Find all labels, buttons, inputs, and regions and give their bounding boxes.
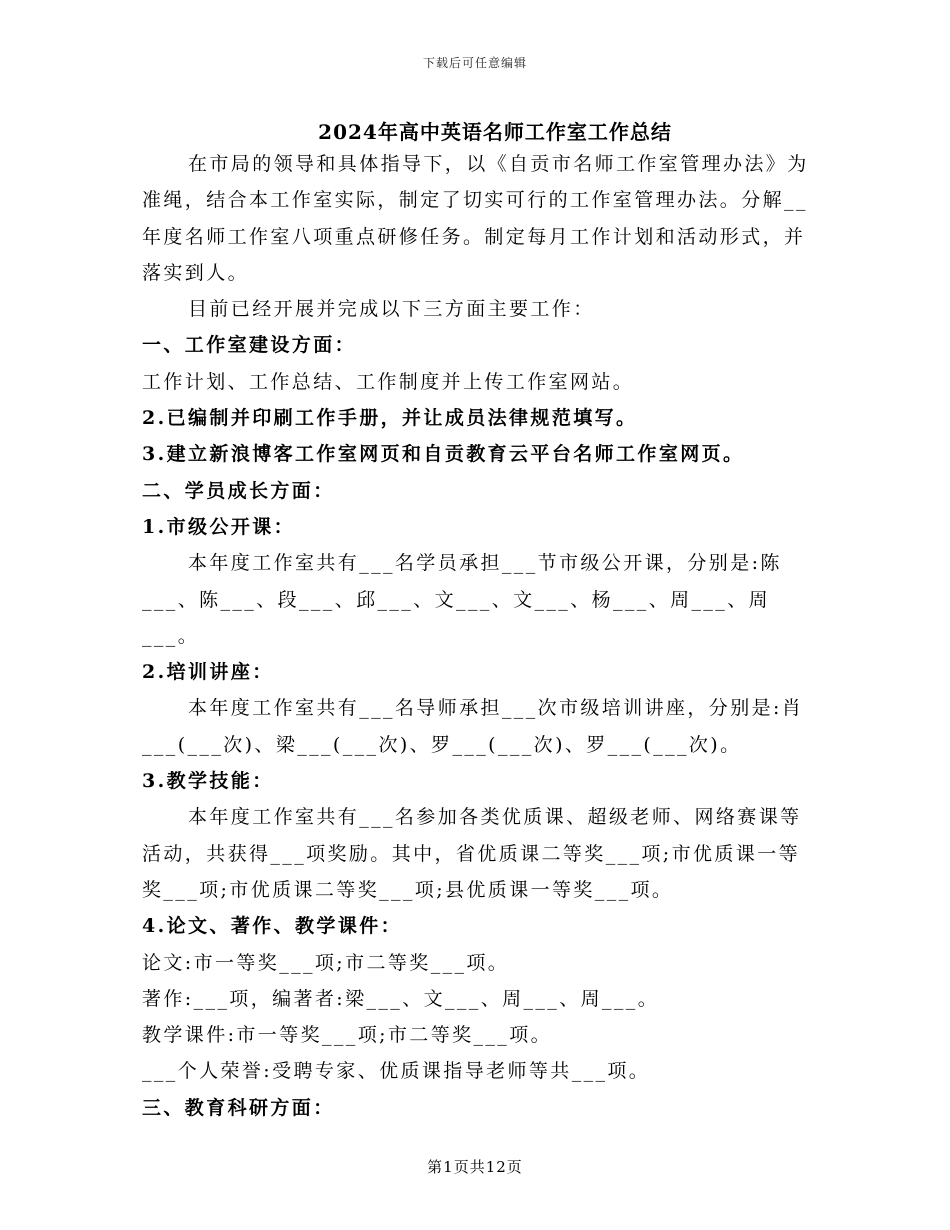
header-note: 下载后可任意编辑	[422, 56, 527, 70]
courseware-line: 教学课件:市一等奖___项;市二等奖___项。	[142, 1024, 553, 1047]
subheading-teaching-skills: 3.教学技能：	[142, 770, 274, 793]
document-title: 2024年高中英语名师工作室工作总结	[318, 120, 672, 144]
teaching-skills-paragraph: 本年度工作室共有___名参加各类优质课、超级老师、网络赛课等活动，共获得___项奖励。其中，省优质课二等奖___项;市优质课一等奖___项;市优质课二等奖___项;县优质课一等奖___项。	[142, 806, 802, 901]
honors-line: ___个人荣誉:受聘专家、优质课指导老师等共___项。	[142, 1060, 651, 1083]
page-number-footer: 第1页共12页	[427, 1158, 523, 1176]
intro-paragraph: 在市局的领导和具体指导下，以《自贡市名师工作室管理办法》为准绳，结合本工作室实际，制定了切实可行的工作室管理办法。分解__年度名师工作室八项重点研修任务。制定每月工作计划和活动形式，并落实到人。	[142, 153, 809, 284]
open-class-paragraph: 本年度工作室共有___名学员承担___节市级公开课，分别是:陈___、陈___、段___、邱___、文___、文___、杨___、周___、周___。	[142, 552, 782, 647]
papers-line: 论文:市一等奖___项;市二等奖___项。	[142, 951, 510, 974]
subheading-papers: 4.论文、著作、教学课件：	[142, 915, 403, 938]
subheading-open-class: 1.市级公开课：	[142, 515, 296, 538]
construction-item-3: 3.建立新浪博客工作室网页和自贡教育云平台名师工作室网页。	[142, 443, 745, 466]
section-heading-research: 三、教育科研方面：	[142, 1096, 335, 1119]
construction-item-2: 2.已编制并印刷工作手册，并让成员法律规范填写。	[142, 407, 638, 430]
construction-item-1: 工作计划、工作总结、工作制度并上传工作室网站。	[142, 370, 635, 393]
document-body	[142, 146, 810, 1126]
section-heading-construction: 一、工作室建设方面：	[142, 334, 357, 357]
section-heading-growth: 二、学员成长方面：	[142, 479, 335, 502]
subheading-lectures: 2.培训讲座：	[142, 661, 274, 684]
works-line: 著作:___项，编著者:梁___、文___、周___、周___。	[142, 987, 660, 1010]
summary-paragraph: 目前已经开展并完成以下三方面主要工作：	[188, 298, 595, 321]
lectures-paragraph: 本年度工作室共有___名导师承担___次市级培训讲座，分别是:肖___(___次)、梁___(___次)、罗___(___次)、罗___(___次)。	[142, 697, 804, 756]
